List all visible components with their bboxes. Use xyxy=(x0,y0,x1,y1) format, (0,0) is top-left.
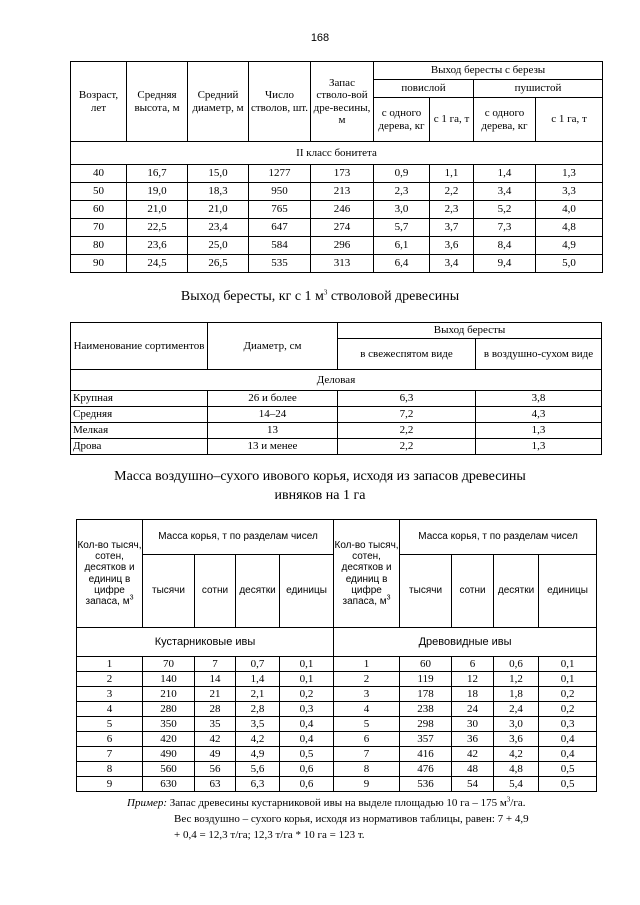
table-cell: 3,6 xyxy=(494,732,539,747)
table-cell: 0,9 xyxy=(374,165,430,183)
header-hundreds: сотни xyxy=(452,555,494,628)
table-cell: 21 xyxy=(195,687,236,702)
header-tens: десятки xyxy=(236,555,280,628)
table-cell: Крупная xyxy=(71,391,208,407)
table-row xyxy=(77,702,597,717)
table-cell: 0,1 xyxy=(539,657,597,672)
table-cell: 536 xyxy=(400,777,452,792)
table-cell: 416 xyxy=(400,747,452,762)
table-cell: 18,3 xyxy=(188,183,249,201)
example-line-3: + 0,4 = 12,3 т/га; 12,3 т/га * 10 га = 123 т. xyxy=(174,829,365,841)
header-per-tree: с одного дерева, кг xyxy=(374,98,430,142)
table-row xyxy=(71,255,603,273)
table-cell: Дрова xyxy=(71,439,208,455)
table-cell: 2,4 xyxy=(494,702,539,717)
table-cell: 0,7 xyxy=(236,657,280,672)
table-cell: 24,5 xyxy=(127,255,188,273)
table-cell: 0,2 xyxy=(280,687,334,702)
table-cell: 1,3 xyxy=(476,423,602,439)
table-cell: 4,9 xyxy=(236,747,280,762)
table-cell: 9 xyxy=(334,777,400,792)
table-cell: 4,9 xyxy=(536,237,603,255)
table-cell: 6,3 xyxy=(338,391,476,407)
section-business: Деловая xyxy=(71,370,602,391)
table-cell: 0,4 xyxy=(280,717,334,732)
table-cell: 2,2 xyxy=(430,183,474,201)
table-cell: 3,5 xyxy=(236,717,280,732)
table-row xyxy=(71,201,603,219)
table-cell: 5,2 xyxy=(474,201,536,219)
table-cell: 49 xyxy=(195,747,236,762)
header-diameter: Средний диаметр, м xyxy=(188,62,249,142)
table-cell: 1,4 xyxy=(236,672,280,687)
bark-yield-title: Выход бересты, кг с 1 $м^3$ стволовой древесины xyxy=(180,288,460,304)
table-cell: 4 xyxy=(77,702,143,717)
table-cell: 60 xyxy=(71,201,127,219)
table-cell: 5,0 xyxy=(536,255,603,273)
header-thousands: тысячи xyxy=(143,555,195,628)
table-cell: 15,0 xyxy=(188,165,249,183)
table-cell: 90 xyxy=(71,255,127,273)
table-cell: 35 xyxy=(195,717,236,732)
header-tens: десятки xyxy=(494,555,539,628)
table-cell: 70 xyxy=(71,219,127,237)
section-tree-willow: Древовидные ивы xyxy=(334,628,597,657)
table-cell: 7 xyxy=(334,747,400,762)
table-cell: 60 xyxy=(400,657,452,672)
table-cell: 0,6 xyxy=(280,762,334,777)
willow-bark-mass-table xyxy=(76,519,597,792)
table-cell: 13 и менее xyxy=(208,439,338,455)
table-cell: 3,0 xyxy=(494,717,539,732)
header-stock: Запас стволо-вой дре-весины, м xyxy=(311,62,374,142)
birch-bark-yield-table xyxy=(70,61,603,273)
table-cell: 0,1 xyxy=(280,672,334,687)
table-cell: 298 xyxy=(400,717,452,732)
table-row xyxy=(71,423,602,439)
section-shrub-willow: Кустарниковые ивы xyxy=(77,628,334,657)
table-cell: 296 xyxy=(311,237,374,255)
table-cell: 119 xyxy=(400,672,452,687)
table-row xyxy=(77,762,597,777)
header-yield: Выход бересты xyxy=(338,323,602,339)
table-cell: 490 xyxy=(143,747,195,762)
header-stems: Число стволов, шт. xyxy=(249,62,311,142)
table-cell: 14–24 xyxy=(208,407,338,423)
header-age: Возраст, лет xyxy=(71,62,127,142)
example-note: Пример: Запас древесины кустарниковой ивы на выделе площадью 10 га – 175 $м^3/га$. xyxy=(127,795,526,809)
table-cell: 3,8 xyxy=(476,391,602,407)
table-cell: 21,0 xyxy=(127,201,188,219)
table-cell: 42 xyxy=(195,732,236,747)
table-cell: 765 xyxy=(249,201,311,219)
table-row xyxy=(77,672,597,687)
table-cell: 584 xyxy=(249,237,311,255)
table-cell: 6 xyxy=(77,732,143,747)
table-cell: 0,6 xyxy=(280,777,334,792)
table-cell: 70 xyxy=(143,657,195,672)
header-dry: в воздушно-сухом виде xyxy=(476,339,602,370)
table-cell: 350 xyxy=(143,717,195,732)
table-cell: 1 xyxy=(77,657,143,672)
table-cell: 1,8 xyxy=(494,687,539,702)
table-cell: 213 xyxy=(311,183,374,201)
header-thousands: тысячи xyxy=(400,555,452,628)
table-cell: 5,4 xyxy=(494,777,539,792)
table-row xyxy=(71,407,602,423)
table-cell: 357 xyxy=(400,732,452,747)
table-cell: 2 xyxy=(334,672,400,687)
table-cell: 4,3 xyxy=(476,407,602,423)
table-cell: 2,1 xyxy=(236,687,280,702)
table-row xyxy=(71,391,602,407)
willow-bark-title: Масса воздушно–сухого ивового корья, исходя из запасов древесины ивняков на 1 га xyxy=(114,469,526,503)
table-cell: 2,3 xyxy=(430,201,474,219)
table-row xyxy=(77,747,597,762)
table-cell: 0,3 xyxy=(280,702,334,717)
table-cell: 3,4 xyxy=(430,255,474,273)
table-cell: 4,2 xyxy=(494,747,539,762)
header-fresh: в свежеспятом виде xyxy=(338,339,476,370)
table-cell: 30 xyxy=(452,717,494,732)
header-count-right: Кол-во тысяч, сотен, десятков и единиц в цифре запаса, $м^3$ xyxy=(334,520,400,628)
table-row xyxy=(71,183,603,201)
header-per-ha: с 1 га, т xyxy=(536,98,603,142)
page-number: 168 xyxy=(310,32,330,44)
table-cell: 24 xyxy=(452,702,494,717)
table-cell: 630 xyxy=(143,777,195,792)
header-count-left: Кол-во тысяч, сотен, десятков и единиц в цифре запаса, $м^3$ xyxy=(77,520,143,628)
table-cell: 3 xyxy=(77,687,143,702)
table-cell: 4 xyxy=(334,702,400,717)
table-cell: 4,2 xyxy=(236,732,280,747)
table-row xyxy=(71,439,602,455)
table-cell: 420 xyxy=(143,732,195,747)
table-cell: 2,2 xyxy=(338,423,476,439)
table-cell: 13 xyxy=(208,423,338,439)
header-per-ha: с 1 га, т xyxy=(430,98,474,142)
bark-per-m3-table xyxy=(70,322,602,455)
table-cell: 280 xyxy=(143,702,195,717)
table-cell: 3,4 xyxy=(474,183,536,201)
table-cell: 1,3 xyxy=(476,439,602,455)
table-cell: 4,8 xyxy=(536,219,603,237)
table-cell: 28 xyxy=(195,702,236,717)
table-cell: 9 xyxy=(77,777,143,792)
table-cell: 210 xyxy=(143,687,195,702)
table-cell: 36 xyxy=(452,732,494,747)
table-cell: 2,8 xyxy=(236,702,280,717)
table-cell: 21,0 xyxy=(188,201,249,219)
table-cell: 22,5 xyxy=(127,219,188,237)
table-row xyxy=(77,687,597,702)
header-diameter-cm: Диаметр, см xyxy=(208,323,338,370)
table-cell: 140 xyxy=(143,672,195,687)
table-row xyxy=(71,237,603,255)
table-cell: 274 xyxy=(311,219,374,237)
table-cell: 8 xyxy=(334,762,400,777)
table-cell: 3,3 xyxy=(536,183,603,201)
table-cell: 23,4 xyxy=(188,219,249,237)
header-height: Средняя высота, м xyxy=(127,62,188,142)
table-cell: 5,7 xyxy=(374,219,430,237)
example-line-2: Вес воздушно – сухого корья, исходя из нормативов таблицы, равен: 7 + 4,9 xyxy=(174,813,529,825)
table-cell: 0,3 xyxy=(539,717,597,732)
table-cell: 54 xyxy=(452,777,494,792)
table-row xyxy=(77,657,597,672)
table-cell: 8,4 xyxy=(474,237,536,255)
table-cell: 178 xyxy=(400,687,452,702)
table-cell: 16,7 xyxy=(127,165,188,183)
table-cell: 535 xyxy=(249,255,311,273)
table-row xyxy=(77,777,597,792)
table-row xyxy=(71,219,603,237)
header-mass-left: Масса корья, т по разделам чисел xyxy=(143,520,334,555)
table-cell: 56 xyxy=(195,762,236,777)
table-cell: Средняя xyxy=(71,407,208,423)
table-cell: 950 xyxy=(249,183,311,201)
table-cell: 26 и более xyxy=(208,391,338,407)
table-row xyxy=(71,165,603,183)
table-cell: 476 xyxy=(400,762,452,777)
table-cell: 42 xyxy=(452,747,494,762)
table-cell: 23,6 xyxy=(127,237,188,255)
table-cell: 6,4 xyxy=(374,255,430,273)
table-cell: 2,3 xyxy=(374,183,430,201)
table-cell: 0,4 xyxy=(280,732,334,747)
header-poviskloy: повислой xyxy=(374,80,474,98)
table-cell: 647 xyxy=(249,219,311,237)
table-cell: 0,2 xyxy=(539,702,597,717)
table-cell: 0,5 xyxy=(539,762,597,777)
table-cell: 6,1 xyxy=(374,237,430,255)
table-cell: 5 xyxy=(334,717,400,732)
header-yield-group: Выход бересты с березы xyxy=(374,62,603,80)
table-cell: 1,1 xyxy=(430,165,474,183)
table-cell: 0,6 xyxy=(494,657,539,672)
table-cell: 18 xyxy=(452,687,494,702)
table-cell: 3 xyxy=(334,687,400,702)
table-cell: 7,2 xyxy=(338,407,476,423)
table-row xyxy=(77,732,597,747)
table-cell: 8 xyxy=(77,762,143,777)
table-cell: 1 xyxy=(334,657,400,672)
table-cell: 50 xyxy=(71,183,127,201)
header-units: единицы xyxy=(539,555,597,628)
table-row xyxy=(77,717,597,732)
table-cell: 6 xyxy=(452,657,494,672)
table-cell: 9,4 xyxy=(474,255,536,273)
table-cell: 0,4 xyxy=(539,732,597,747)
table-cell: 0,2 xyxy=(539,687,597,702)
section-bonitet: II класс бонитета xyxy=(71,142,603,165)
table-cell: 1,3 xyxy=(536,165,603,183)
example-label: Пример: xyxy=(127,797,168,809)
table-cell: 3,0 xyxy=(374,201,430,219)
table-cell: 1,4 xyxy=(474,165,536,183)
table-cell: 313 xyxy=(311,255,374,273)
table-cell: 12 xyxy=(452,672,494,687)
table-cell: 6,3 xyxy=(236,777,280,792)
table-cell: 238 xyxy=(400,702,452,717)
table-cell: 80 xyxy=(71,237,127,255)
table-cell: 3,7 xyxy=(430,219,474,237)
table-cell: 0,4 xyxy=(539,747,597,762)
table-cell: 5,6 xyxy=(236,762,280,777)
table-cell: 0,1 xyxy=(280,657,334,672)
table-cell: 5 xyxy=(77,717,143,732)
table-cell: 246 xyxy=(311,201,374,219)
table-cell: 63 xyxy=(195,777,236,792)
table-cell: 3,6 xyxy=(430,237,474,255)
table-cell: 1277 xyxy=(249,165,311,183)
header-name: Наименование сортиментов xyxy=(71,323,208,370)
table-cell: 26,5 xyxy=(188,255,249,273)
header-hundreds: сотни xyxy=(195,555,236,628)
table-cell: 7 xyxy=(195,657,236,672)
table-cell: 14 xyxy=(195,672,236,687)
table-cell: 6 xyxy=(334,732,400,747)
table-cell: 0,1 xyxy=(539,672,597,687)
header-mass-right: Масса корья, т по разделам чисел xyxy=(400,520,597,555)
table-cell: 0,5 xyxy=(539,777,597,792)
header-per-tree: с одного дерева, кг xyxy=(474,98,536,142)
table-cell: 560 xyxy=(143,762,195,777)
table-cell: 2,2 xyxy=(338,439,476,455)
table-cell: 40 xyxy=(71,165,127,183)
table-cell: 1,2 xyxy=(494,672,539,687)
table-cell: 19,0 xyxy=(127,183,188,201)
table-cell: 48 xyxy=(452,762,494,777)
header-pushistoy: пушистой xyxy=(474,80,603,98)
table-cell: 2 xyxy=(77,672,143,687)
table-cell: 4,8 xyxy=(494,762,539,777)
table-cell: 0,5 xyxy=(280,747,334,762)
header-units: единицы xyxy=(280,555,334,628)
table-cell: 4,0 xyxy=(536,201,603,219)
table-cell: 173 xyxy=(311,165,374,183)
table-cell: 7,3 xyxy=(474,219,536,237)
table-cell: 25,0 xyxy=(188,237,249,255)
table-cell: Мелкая xyxy=(71,423,208,439)
table-cell: 7 xyxy=(77,747,143,762)
